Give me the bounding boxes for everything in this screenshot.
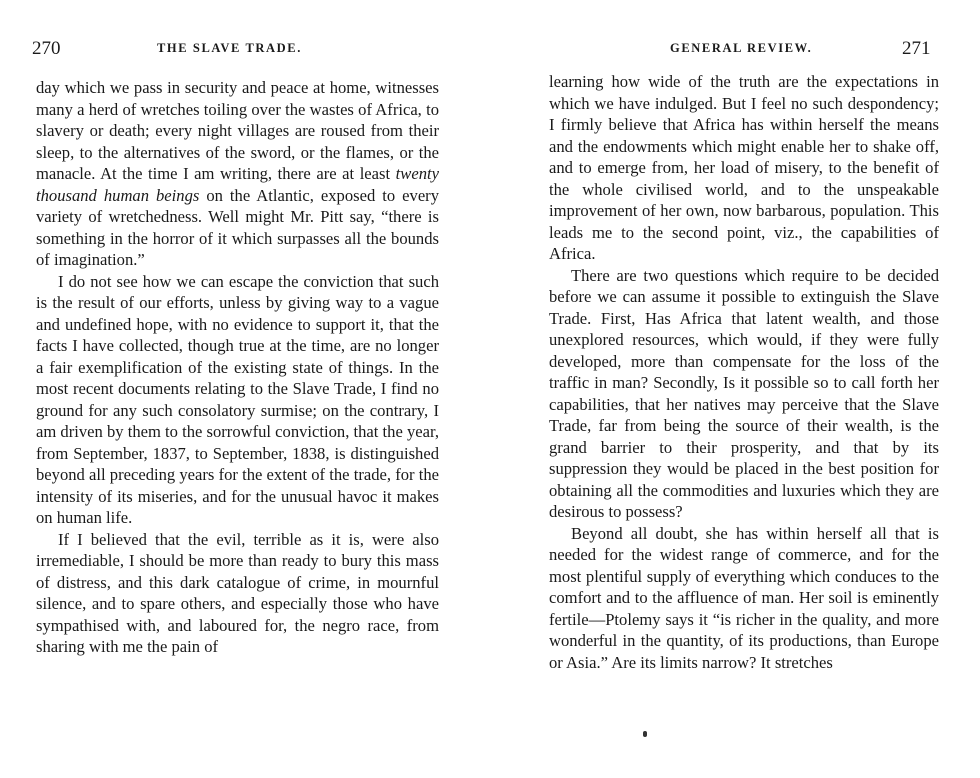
right-paragraph-2 <box>549 265 939 523</box>
left-paragraph-2 <box>36 271 439 529</box>
text-segment: If I believed that the evil, terrible as it is, were also irremediable, I should be more than ready to bury this mass of distress, and this dark catalogue of crime, in mournful silence, and to spare others, and especially those who have sympathised with, and laboured for, the negro race, from sharing with me the pain of <box>36 529 439 656</box>
text-segment: There are two questions which require to be decided before we can assume it possible to extinguish the Slave Trade. First, Has Africa that latent wealth, and those unexplored resources, which would, if they were fully developed, more than compensate for the loss of the traffic in man? Secondly, Is it possible so to call forth her capabilities, that her natives may perceive that the Slave Trade, far from being the source of their wealth, is the grand barrier to their prosperity, and that by its suppression they would be placed in the best position for obtaining all the commodities and luxuries which they are desirous to possess? <box>549 265 939 521</box>
right-paragraph-3 <box>549 523 939 674</box>
left-paragraph-1 <box>36 77 439 271</box>
left-paragraph-3 <box>36 529 439 658</box>
right-page-body <box>549 71 939 673</box>
left-page-body <box>36 77 439 658</box>
right-running-head: GENERAL REVIEW. <box>670 41 813 55</box>
text-segment: learning how wide of the truth are the expectations in which we have indulged. But I feel no such despondency; I firmly believe that Africa has within herself the means and the endowments which might enable her to shake off, and to emerge from, her load of misery, to the benefit of the whole civilised world, and to the unspeakable improvement of her own, now barbarous, population. This leads me to the second point, viz., the capabilities of Africa. <box>549 72 939 263</box>
text-segment: I do not see how we can escape the conviction that such is the result of our efforts, unless by giving way to a vague and undefined hope, with no evidence to support it, that the facts I have collected, though true at the time, are no longer a fair exemplification of the existing state of things. In the most recent documents relating to the Slave Trade, I find no ground for any such consolatory surmise; on the contrary, I am driven by them to the sorrowful conviction, that the year, from September, 1837, to September, 1838, is distinguished beyond all preceding years for the extent of the trade, for the intensity of its miseries, and for the unusual havoc it makes on human life. <box>36 271 440 527</box>
text-segment: Beyond all doubt, she has within herself all that is needed for the widest range of commerce, and for the most plentiful supply of everything which conduces to the comfort and to the affluence of man. Her soil is eminently fertile—Ptolemy says it “is richer in the quality, and more wonderful in the quantity, of its productions, than Europe or Asia.” Are its limits narrow? It stretches <box>549 523 939 672</box>
text-segment: day which we pass in security and peace at home, witnesses many a herd of wretches toiling over the wastes of Africa, to slavery or death; every night villages are roused from their sleep, to the alternatives of the sword, or the flames, or the manacle. At the time I am writing, there are at least <box>36 78 439 183</box>
left-page-number: 270 <box>32 38 61 59</box>
ink-speck <box>643 731 647 737</box>
left-running-head: THE SLAVE TRADE. <box>157 41 302 55</box>
left-page-header <box>0 38 490 62</box>
right-paragraph-1 <box>549 71 939 265</box>
italic-text-segment: twenty thousand human beings <box>36 164 439 205</box>
text-segment: on the Atlantic, exposed to every variety of wretchedness. Well might Mr. Pitt say, “there is something in the horror of it which surpasses all the bounds of imagination.” <box>36 185 440 269</box>
right-page <box>490 0 980 778</box>
right-page-number: 271 <box>902 38 931 59</box>
right-page-header <box>490 38 980 62</box>
